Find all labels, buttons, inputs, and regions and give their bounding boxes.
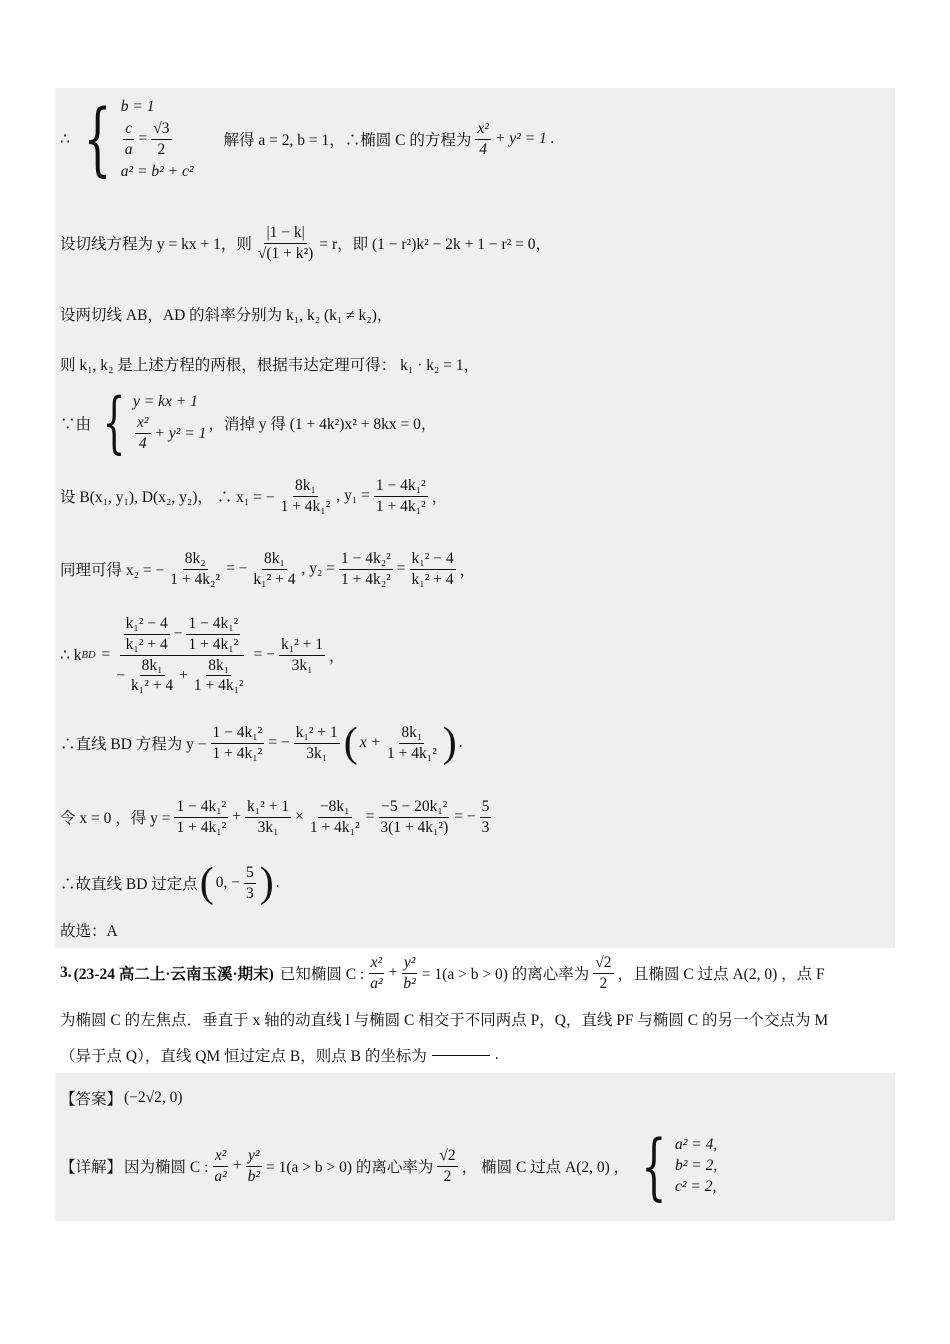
left-brace: { [641,1124,667,1208]
left-brace: { [102,384,126,461]
answer-line [60,1087,183,1109]
ellipse-eq-frac: $\frac{\text{x²}}{4}$ [477,120,489,158]
answer-label: 【答案】 [60,1091,123,1108]
line-bd-equation: ∴直线 BD 方程为 y − $\frac{\text{1 − 4k₁²}}{\text{1 + 4k₁²}}$ = − $\frac{\text{k₁² + 1}}{\text{3k₁}}$ ( x + $\frac{\text{8k₁}}{\text{1 + 4k₁²}}$ ) . [60,720,463,766]
fixed-point-line: ∴故直线 BD 过定点 ( 0, − $\frac{5}{3}$ ) . [60,860,280,906]
kbd-complex-frac: $\frac{\text{k₁² − 4}}{\text{k₁² + 4}}$ − $\frac{\text{1 − 4k₁²}}{\text{1 + 4k₁²}}$ − $\frac{\text{8k₁}}{\text{k₁² + 4}}$ + $\frac{\text{8k₁}}{\text{1 + 4k₁²}}$ [116,615,244,695]
tangent-text-1: 设切线方程为 y = kx + 1，则 [60,236,252,254]
q3-line-1: 3. (23-24 高二上·云南玉溪·期末) 已知椭圆 C : $\frac{\text{x²}}{\text{a²}}$ + $\frac{\text{y²}}{\text{b²}}$ = 1(a > b > 0) 的离心率为 $\frac{√2}{2}$ ，且椭圆 C 过点 A(2, 0) ，点 F [60,954,825,992]
elim-eq-2: $\frac{\text{x²}}{4}$ + y² = 1 [137,414,207,452]
points-text: 设 B(x₁, y₁), D(x₂, y₂)， ∴ x₁ = − [60,489,275,507]
right-paren: ) [442,720,457,766]
slopes-line: 设两切线 AB，AD 的斜率分别为 k₁, k₂ (k₁ ≠ k₂)， [60,307,393,324]
tangent-text-2: = r，即 (1 − r²)k² − 2k + 1 − r² = 0， [319,236,552,254]
therefore-symbol: ∴ [60,130,70,148]
right-paren: ) [259,860,274,906]
similar-line: 同理可得 x₂ = − $\frac{\text{8k₂}}{\text{1 + 4k₂²}}$ = − $\frac{\text{8k₁}}{\text{k₁² + 4}}$ , y₂ = $\frac{\text{1 − 4k₂²}}{\text{1 + 4k₂²}}$ = $\frac{\text{k₁² − 4}}{\text{k₁² + 4}}$ ， [60,550,476,588]
elimination-line [60,384,437,461]
q3-line-3: （异于点 Q），直线 QM 恒过定点 B，则点 B 的坐标为 . [60,1046,499,1065]
elim-text: ，消掉 y 得 (1 + 4k²)x² + 8kx = 0， [208,416,437,433]
system-solution-line [60,92,555,186]
left-brace: { [83,92,112,186]
choice-line: 故选：A [60,923,118,940]
line-bd-text: ∴直线 BD 方程为 y − [60,736,207,753]
left-paren: ( [199,860,214,906]
similar-text: 同理可得 x₂ = − [60,562,165,580]
question-number: 3. [60,964,72,982]
answer-value: (−2√2, 0) [124,1089,183,1106]
points-line: 设 B(x₁, y₁), D(x₂, y₂)， ∴ x₁ = − $\frac{\text{8k₁}}{\text{1 + 4k₁²}}$ , y₁ = $\frac{\text{1 − 4k₁²}}{\text{1 + 4k₁²}}$ ， [60,477,448,515]
elim-system [133,393,206,453]
system-eq-1: b = 1 [120,98,155,115]
kbd-line: ∴ k BD = $\frac{\text{k₁² − 4}}{\text{k₁² + 4}}$ − $\frac{\text{1 − 4k₁²}}{\text{1 + 4k₁²}}$ − $\frac{\text{8k₁}}{\text{k₁² + 4}}$ + $\frac{\text{8k₁}}{\text{1 + 4k₁²}}$ = − $\frac{\text{k₁² + 1}}{\text{3k₁}}$ ， [60,615,345,695]
detail-label: 【详解】 [60,1159,123,1176]
tangent-line [60,224,551,263]
kbd-prefix: ∴ k [60,646,82,664]
set-x-zero-line: 令 x = 0 ，得 y = $\frac{\text{1 − 4k₁²}}{\text{1 + 4k₁²}}$ + $\frac{\text{k₁² + 1}}{\text{3k₁}}$ × $\frac{\text{−8k₁}}{\text{1 + 4k₁²}}$ = $\frac{\text{−5 − 20k₁²}}{\text{3(1 + 4k₁²)}}$ = − $\frac{5}{3}$ [60,798,490,836]
fixed-point-text: ∴故直线 BD 过定点 [60,876,198,893]
kbd-subscript: BD [81,649,96,661]
because-prefix: ∵由 [60,416,92,433]
answer-blank [432,1055,490,1056]
set-x-text: 令 x = 0 ，得 y = [60,810,171,828]
detail-line: 【详解】 因为椭圆 C : $\frac{\text{x²}}{\text{a²}}$ + $\frac{\text{y²}}{\text{b²}}$ = 1(a > b > 0) 的离心率为 $\frac{√2}{2}$ ， 椭圆 C 过点 A(2, 0) ， { a² = 4, b² = 2, c² = 2, [60,1124,718,1208]
system-eq-3: a² = b² + c² [120,162,194,180]
equation-system [121,98,194,181]
ellipse-eq-rest: + y² = 1 . [494,130,555,148]
distance-frac: $\frac{|1 - k|}{\text{√(1 + k²)}}$ [257,224,314,262]
left-paren: ( [343,720,358,766]
solution-text: 解得 a = 2, b = 1，∴椭圆 C 的方程为 [223,132,472,150]
detail-system: a² = 4, b² = 2, c² = 2, [674,1136,718,1195]
question-source: (23-24 高二上·云南玉溪·期末) [73,966,274,984]
system-eq-2: $\frac{c}{a}$ = $\frac{√3}{2}$ [124,120,170,158]
elim-eq-1: y = kx + 1 [133,393,198,411]
q3-line-2: 为椭圆 C 的左焦点．垂直于 x 轴的动直线 l 与椭圆 C 相交于不同两点 P，Q，直线 PF 与椭圆 C 的另一个交点为 M [60,1012,829,1029]
vieta-line: 则 k₁, k₂ 是上述方程的两根，根据韦达定理可得： k₁ · k₂ = 1， [60,357,480,374]
